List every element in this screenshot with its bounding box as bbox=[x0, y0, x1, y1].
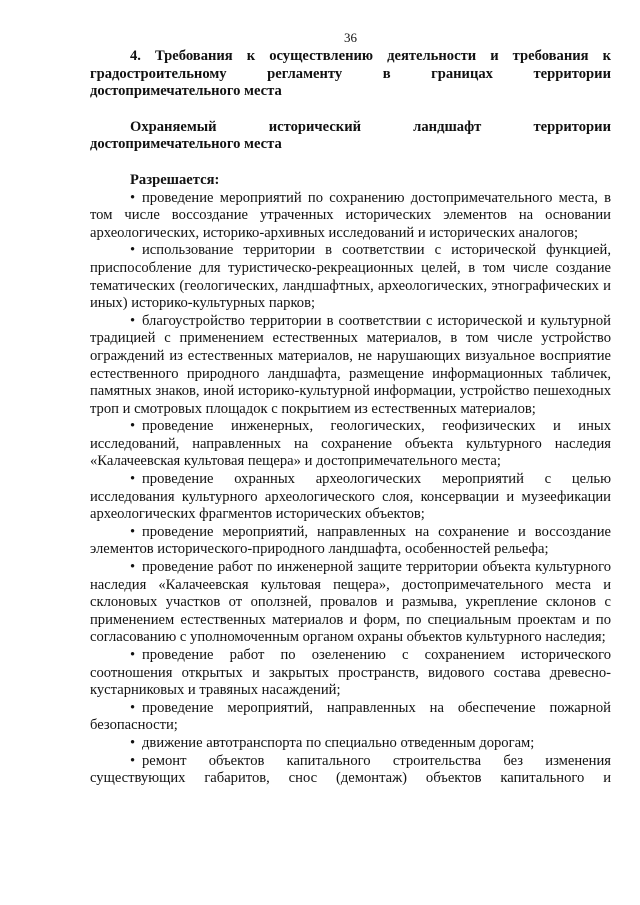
list-item bbox=[90, 700, 611, 735]
bullet-icon: • bbox=[130, 647, 136, 663]
bullet-icon: • bbox=[130, 734, 136, 751]
bullet-icon: • bbox=[130, 418, 136, 435]
subsection-heading: Охраняемый исторический ландшафт территории достопримечательного места bbox=[90, 118, 611, 153]
bullet-icon: • bbox=[130, 559, 136, 576]
list-item-text: проведение работ по инженерной защите территории объекта культурного наследия «Калачеевская культовая пещера», достопримечательного места и склоновых участков от оползней, провалов и размыва, укрепление склонов с применением естественных материалов и форм, по специальным проектам и по согласованию с уполномоченным органом охраны объектов культурного наследия; bbox=[90, 559, 611, 646]
page-number: 36 bbox=[344, 30, 357, 45]
allowed-label: Разрешается: bbox=[130, 171, 220, 188]
list-item bbox=[90, 418, 611, 471]
list-item bbox=[90, 647, 611, 700]
bullet-icon: • bbox=[130, 523, 136, 540]
bullet-icon: • bbox=[130, 312, 136, 329]
list-item-text: движение автотранспорта по специально отведенным дорогам; bbox=[142, 734, 535, 751]
list-item bbox=[90, 471, 611, 524]
allowed-activities-list bbox=[90, 190, 611, 788]
list-item-text: ремонт объектов капитального строительства без изменения существующих габаритов, снос (демонтаж) объектов капитального и bbox=[90, 752, 611, 787]
bullet-icon: • bbox=[130, 189, 136, 206]
list-item-text: проведение охранных археологических мероприятий с целью исследования культурного археологического слоя, консервации и музеефикации археологических фрагментов исторических объектов; bbox=[90, 471, 611, 523]
list-item bbox=[90, 524, 611, 559]
list-item-text: проведение работ по озеленению с сохранением исторического соотношения открытых и закрытых пространств, видового состава древесно-кустарниковых и травяных насаждений; bbox=[90, 647, 611, 699]
list-item bbox=[90, 753, 611, 788]
list-item-text: проведение инженерных, геологических, геофизических и иных исследований, направленных на сохранение объекта культурного наследия «Калачеевская культовая пещера» и достопримечательного места; bbox=[90, 418, 611, 470]
section-heading: 4. Требования к осуществлению деятельности и требования к градостроительному регламенту в границах территории достопримечательного места bbox=[90, 48, 611, 100]
list-item bbox=[90, 242, 611, 312]
document-page bbox=[90, 30, 611, 788]
list-item-text: использование территории в соответствии с исторической функцией, приспособление для туристическо-рекреационных целей, в том числе создание тематических (геологических, ландшафтных, археологических, этнографических и иных) историко-культурных парков; bbox=[90, 242, 611, 312]
list-item-text: проведение мероприятий, направленных на обеспечение пожарной безопасности; bbox=[90, 699, 611, 734]
list-item bbox=[90, 559, 611, 647]
bullet-icon: • bbox=[130, 752, 136, 769]
list-item bbox=[90, 735, 611, 753]
list-item-text: проведение мероприятий по сохранению достопримечательного места, в том числе воссоздание утраченных исторических элементов на основании археологических, историко-архивных исследований и исторических аналогов; bbox=[90, 189, 611, 241]
bullet-icon: • bbox=[130, 471, 136, 488]
list-item-text: проведение мероприятий, направленных на сохранение и воссоздание элементов исторического-природного ландшафта, особенностей рельефа; bbox=[90, 523, 611, 558]
bullet-icon: • bbox=[130, 242, 136, 259]
list-item bbox=[90, 313, 611, 419]
bullet-icon: • bbox=[130, 699, 136, 716]
list-item bbox=[90, 190, 611, 243]
list-item-text: благоустройство территории в соответствии с исторической и культурной традицией с применением естественных материалов, в том числе устройство ограждений из естественных материалов, не нарушающих визуальное восприятие естественного природного ландшафта, размещение информационных табличек, памятных знаков, иной историко-культурной информации, устройство пешеходных троп и смотровых площадок с покрытием из естественных материалов; bbox=[90, 312, 611, 417]
